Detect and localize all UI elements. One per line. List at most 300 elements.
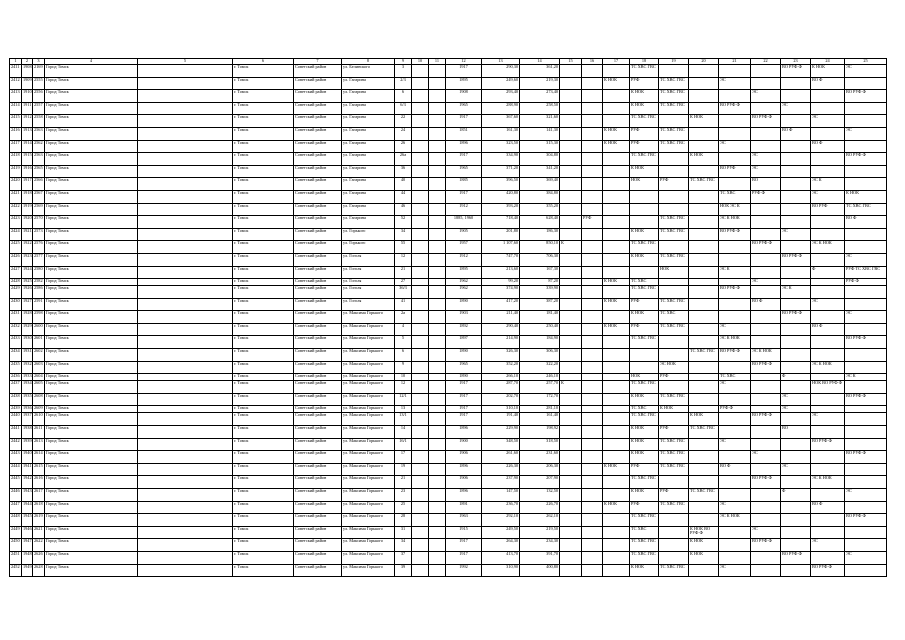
table-cell: 2448 — [10, 514, 22, 527]
table-cell: ВО Ф — [781, 127, 811, 140]
table-cell: 371,20 — [482, 165, 520, 178]
table-cell: РУФ — [659, 178, 689, 191]
table-cell: 1918 — [22, 190, 33, 203]
table-cell: 1917 — [446, 115, 482, 128]
table-cell: 13/1 — [395, 413, 412, 426]
table-cell — [719, 279, 751, 286]
table-cell: К НОК — [603, 140, 630, 153]
table-cell: 2582 — [33, 279, 45, 286]
table-cell: Советский район — [294, 514, 342, 527]
table-cell: Советский район — [294, 551, 342, 564]
table-cell: г. Томск — [233, 266, 294, 279]
table-cell: 1937 — [22, 413, 33, 426]
table-cell: ЭС К — [719, 266, 751, 279]
table-cell — [560, 266, 582, 279]
table-cell: 352,20 — [482, 361, 520, 374]
table-cell — [751, 381, 781, 394]
table-cell: 99,20 — [482, 279, 520, 286]
table-cell: ул. Горького — [342, 228, 395, 241]
table-cell: Город Томск — [45, 374, 138, 381]
table-cell: 2566 — [33, 178, 45, 191]
column-header: 12 — [446, 59, 482, 65]
table-cell: ЭС К НОК — [811, 476, 845, 489]
table-row — [10, 165, 887, 178]
table-cell — [689, 266, 719, 279]
table-cell — [781, 241, 811, 254]
table-cell: ул. Гагарина — [342, 153, 395, 166]
table-row — [10, 406, 887, 413]
table-cell: 2451 — [10, 551, 22, 564]
table-cell: 2586 — [33, 286, 45, 299]
table-cell: ТС ХВС ГВС — [659, 253, 689, 266]
table-cell: 2442 — [10, 438, 22, 451]
table-cell: Советский район — [294, 102, 342, 115]
table-cell: 290,30 — [482, 65, 520, 78]
table-cell — [751, 140, 781, 153]
table-cell — [781, 165, 811, 178]
table-cell — [781, 501, 811, 514]
table-cell: 167,30 — [520, 266, 560, 279]
column-header: 21 — [719, 59, 751, 65]
table-cell: ЭС — [719, 381, 751, 394]
table-cell — [845, 438, 887, 451]
table-cell — [560, 203, 582, 216]
table-cell: 250,40 — [520, 323, 560, 336]
table-cell — [659, 286, 689, 299]
table-cell — [603, 539, 630, 552]
table-cell: ТС ХВС ГВС — [689, 426, 719, 439]
table-cell — [560, 253, 582, 266]
table-cell — [689, 311, 719, 324]
table-cell: К — [560, 381, 582, 394]
table-cell — [659, 115, 689, 128]
table-cell: Советский район — [294, 463, 342, 476]
table-cell: 229,90 — [482, 426, 520, 439]
table-cell — [811, 127, 845, 140]
table-cell — [603, 361, 630, 374]
table-cell — [811, 489, 845, 502]
table-cell — [751, 102, 781, 115]
table-row — [10, 298, 887, 311]
table-cell — [603, 564, 630, 577]
table-cell — [811, 253, 845, 266]
table-cell — [138, 539, 233, 552]
table-cell — [560, 413, 582, 426]
table-cell — [630, 361, 659, 374]
table-cell: ЭС К НОК — [811, 241, 845, 254]
table-cell: ул. Белинского — [342, 65, 395, 78]
table-cell: ВО РУФ Ф — [751, 241, 781, 254]
table-cell — [138, 127, 233, 140]
column-header: 20 — [689, 59, 719, 65]
table-cell: г. Томск — [233, 203, 294, 216]
table-cell: 1890 — [446, 298, 482, 311]
table-cell: 2609 — [33, 406, 45, 413]
table-cell — [811, 526, 845, 539]
table-cell — [781, 336, 811, 349]
table-cell — [582, 564, 603, 577]
table-cell — [659, 514, 689, 527]
table-row — [10, 551, 887, 564]
table-cell — [138, 153, 233, 166]
table-cell — [659, 539, 689, 552]
table-cell — [560, 77, 582, 90]
table-cell: Советский район — [294, 539, 342, 552]
table-cell: ул. Максима Горького — [342, 489, 395, 502]
table-cell — [412, 311, 429, 324]
table-cell: Советский район — [294, 381, 342, 394]
table-cell — [751, 551, 781, 564]
table-cell: 1896 — [446, 489, 482, 502]
table-cell — [845, 165, 887, 178]
table-cell — [412, 463, 429, 476]
table-cell — [811, 286, 845, 299]
table-cell: ВО РУФ Ф — [845, 514, 887, 527]
table-cell: 2556 — [33, 90, 45, 103]
table-cell — [630, 216, 659, 229]
table-cell — [138, 526, 233, 539]
table-cell — [689, 451, 719, 464]
table-cell — [603, 526, 630, 539]
table-cell — [138, 374, 233, 381]
table-cell — [845, 140, 887, 153]
table-cell: ТС ХВС ГВС — [659, 463, 689, 476]
table-cell — [845, 463, 887, 476]
table-cell: 1940 — [22, 451, 33, 464]
table-cell: 31 — [395, 526, 412, 539]
table-cell: г. Томск — [233, 165, 294, 178]
table-cell — [781, 413, 811, 426]
table-cell: 2626 — [33, 551, 45, 564]
table-cell: 1923 — [22, 253, 33, 266]
table-cell — [429, 539, 446, 552]
table-cell: ул. Гагарина — [342, 178, 395, 191]
table-cell — [781, 298, 811, 311]
table-cell — [719, 393, 751, 406]
table-cell: 3 — [395, 65, 412, 78]
table-cell — [811, 551, 845, 564]
table-cell: Советский район — [294, 165, 342, 178]
table-cell: 1963 — [446, 514, 482, 527]
table-cell: ЭС — [845, 253, 887, 266]
table-cell — [751, 438, 781, 451]
table-cell — [603, 241, 630, 254]
table-cell: Город Томск — [45, 241, 138, 254]
table-cell: Город Томск — [45, 153, 138, 166]
table-cell: 207,90 — [520, 476, 560, 489]
table-cell: Советский район — [294, 77, 342, 90]
table-cell: г. Томск — [233, 463, 294, 476]
table-cell: ТС ХВС ГВС — [659, 77, 689, 90]
table-cell — [781, 539, 811, 552]
table-cell: ул. Максима Горького — [342, 311, 395, 324]
table-cell: ул. Максима Горького — [342, 501, 395, 514]
table-cell: 36 — [395, 165, 412, 178]
table-cell — [751, 336, 781, 349]
table-row — [10, 393, 887, 406]
table-cell: 306,30 — [520, 349, 560, 362]
table-cell — [781, 381, 811, 394]
table-cell — [412, 203, 429, 216]
table-cell — [811, 393, 845, 406]
table-cell: 1897 — [446, 336, 482, 349]
table-cell — [845, 77, 887, 90]
table-cell — [689, 190, 719, 203]
table-cell — [429, 438, 446, 451]
table-cell: 2611 — [33, 426, 45, 439]
table-cell — [412, 374, 429, 381]
table-cell — [603, 311, 630, 324]
table-cell: 2577 — [33, 253, 45, 266]
table-cell — [412, 228, 429, 241]
table-cell: 1962 — [446, 279, 482, 286]
table-cell — [560, 102, 582, 115]
table-cell: 310,10 — [482, 406, 520, 413]
table-cell: 6 — [395, 90, 412, 103]
table-cell: 226,70 — [520, 501, 560, 514]
table-cell: 16/1 — [395, 438, 412, 451]
table-cell: г. Томск — [233, 153, 294, 166]
table-cell — [582, 413, 603, 426]
table-cell: 191,40 — [482, 413, 520, 426]
table-cell — [811, 426, 845, 439]
table-cell — [429, 501, 446, 514]
table-cell — [412, 216, 429, 229]
table-cell: ЭС — [845, 489, 887, 502]
table-cell: ул. Гагарина — [342, 190, 395, 203]
table-cell: К НОК — [689, 153, 719, 166]
column-header: 11 — [429, 59, 446, 65]
table-cell: ЭС — [811, 190, 845, 203]
table-cell: 206,30 — [520, 463, 560, 476]
table-cell: 1917 — [446, 153, 482, 166]
table-cell — [582, 336, 603, 349]
table-cell: ВО РУФ Ф — [751, 115, 781, 128]
column-header: 17 — [603, 59, 630, 65]
table-cell: г. Томск — [233, 127, 294, 140]
table-cell — [751, 489, 781, 502]
table-cell: 341,20 — [520, 165, 560, 178]
column-header: 22 — [751, 59, 781, 65]
table-cell: Город Томск — [45, 463, 138, 476]
table-cell — [138, 241, 233, 254]
column-header: 8 — [342, 59, 395, 65]
table-cell — [659, 336, 689, 349]
table-cell: 321,60 — [520, 115, 560, 128]
table-row — [10, 489, 887, 502]
table-cell — [751, 501, 781, 514]
table-cell — [811, 216, 845, 229]
table-cell — [659, 190, 689, 203]
table-cell: г. Томск — [233, 374, 294, 381]
table-cell — [603, 413, 630, 426]
table-cell: 264,30 — [482, 539, 520, 552]
table-cell — [781, 564, 811, 577]
table-cell — [429, 298, 446, 311]
table-cell — [412, 165, 429, 178]
table-cell — [429, 451, 446, 464]
table-cell: ВО Ф — [811, 501, 845, 514]
table-cell: НОК — [630, 178, 659, 191]
table-cell: ул. Гагарина — [342, 102, 395, 115]
table-cell — [412, 426, 429, 439]
table-row — [10, 539, 887, 552]
table-cell: ул. Горького — [342, 241, 395, 254]
table-cell — [560, 489, 582, 502]
table-cell — [719, 451, 751, 464]
table-cell: Ф — [781, 374, 811, 381]
table-cell: 318,50 — [520, 438, 560, 451]
table-cell: Город Томск — [45, 115, 138, 128]
table-cell: ТС ХВС ГВС — [659, 90, 689, 103]
table-cell — [412, 253, 429, 266]
table-cell — [659, 203, 689, 216]
table-cell — [138, 349, 233, 362]
table-cell: Советский район — [294, 361, 342, 374]
table-cell — [845, 539, 887, 552]
table-cell: 2а — [395, 311, 412, 324]
table-cell — [429, 241, 446, 254]
table-cell — [412, 279, 429, 286]
table-cell: ул. Максима Горького — [342, 323, 395, 336]
table-row — [10, 501, 887, 514]
table-cell: Советский район — [294, 153, 342, 166]
table-cell: ЭС — [811, 539, 845, 552]
table-cell: Советский район — [294, 241, 342, 254]
table-cell — [751, 463, 781, 476]
table-cell: 1890 — [446, 374, 482, 381]
table-cell — [412, 539, 429, 552]
table-cell: 4 — [395, 323, 412, 336]
table-cell: 1917 — [446, 65, 482, 78]
table-cell: Город Томск — [45, 90, 138, 103]
table-cell: 2563 — [33, 153, 45, 166]
table-cell: ЭС К — [781, 286, 811, 299]
table-cell — [429, 476, 446, 489]
table-cell: г. Томск — [233, 381, 294, 394]
table-cell — [560, 539, 582, 552]
table-cell — [560, 311, 582, 324]
table-cell — [429, 349, 446, 362]
table-cell: 1917 — [22, 178, 33, 191]
column-header: 3 — [33, 59, 45, 65]
table-cell: Советский район — [294, 115, 342, 128]
table-cell — [751, 228, 781, 241]
table-cell: Советский район — [294, 476, 342, 489]
table-cell: ул. Максима Горького — [342, 336, 395, 349]
table-cell — [719, 127, 751, 140]
table-cell: ЭС — [719, 564, 751, 577]
table-cell: г. Томск — [233, 77, 294, 90]
table-cell — [689, 564, 719, 577]
table-cell: 231,60 — [520, 451, 560, 464]
table-cell: 1927 — [22, 298, 33, 311]
table-cell — [138, 228, 233, 241]
table-cell: 1941 — [22, 463, 33, 476]
table-cell — [603, 451, 630, 464]
table-row — [10, 127, 887, 140]
table-cell — [138, 438, 233, 451]
table-cell — [429, 178, 446, 191]
table-cell — [412, 241, 429, 254]
table-cell: 1920 — [22, 216, 33, 229]
table-cell: 326,30 — [482, 349, 520, 362]
table-cell — [412, 501, 429, 514]
table-cell: ВО РУФ Ф — [719, 228, 751, 241]
table-cell: ТС ХВС ГВС — [659, 127, 689, 140]
table-cell: 10 — [395, 374, 412, 381]
table-cell — [689, 279, 719, 286]
table-cell — [719, 65, 751, 78]
table-cell — [560, 501, 582, 514]
table-cell: 6 — [395, 349, 412, 362]
table-cell: Город Томск — [45, 476, 138, 489]
table-cell: К — [560, 241, 582, 254]
table-cell: 1919 — [22, 203, 33, 216]
column-header: 5 — [138, 59, 233, 65]
table-cell: Советский район — [294, 298, 342, 311]
table-cell: 1908 — [446, 90, 482, 103]
table-cell — [811, 406, 845, 413]
table-cell: 1948 — [22, 551, 33, 564]
table-cell: Советский район — [294, 65, 342, 78]
table-cell: РУФ Ф — [719, 406, 751, 413]
table-cell: г. Томск — [233, 501, 294, 514]
table-cell: ВО РУФ Ф — [781, 551, 811, 564]
table-cell — [603, 438, 630, 451]
table-cell: ул. Максима Горького — [342, 438, 395, 451]
table-cell — [689, 241, 719, 254]
column-header: 14 — [520, 59, 560, 65]
table-cell: 2610 — [33, 413, 45, 426]
table-cell — [603, 90, 630, 103]
table-cell: ВО РУФ — [811, 203, 845, 216]
table-cell: РУФ — [630, 298, 659, 311]
table-cell — [429, 551, 446, 564]
table-cell: К НОК — [845, 190, 887, 203]
table-cell: 34 — [395, 228, 412, 241]
table-cell: 2414 — [10, 102, 22, 115]
table-cell: 322,20 — [520, 361, 560, 374]
table-cell: 1913 — [22, 127, 33, 140]
table-cell: 2570 — [33, 216, 45, 229]
table-cell: ЭС — [845, 551, 887, 564]
table-cell: Город Томск — [45, 426, 138, 439]
table-cell — [429, 426, 446, 439]
table-cell: 400,80 — [520, 564, 560, 577]
table-cell: К НОК — [603, 298, 630, 311]
table-cell: ул. Гоголя — [342, 286, 395, 299]
table-cell: ЭС — [845, 65, 887, 78]
table-cell: 262,10 — [520, 514, 560, 527]
table-cell — [138, 286, 233, 299]
table-cell: 1917 — [446, 406, 482, 413]
table-cell — [689, 323, 719, 336]
table-cell: 374,90 — [482, 286, 520, 299]
table-cell — [582, 374, 603, 381]
table-cell: ул. Максима Горького — [342, 393, 395, 406]
table-cell — [138, 463, 233, 476]
table-cell: 2425 — [10, 241, 22, 254]
table-cell: ул. Гагарина — [342, 77, 395, 90]
table-cell — [751, 286, 781, 299]
table-cell: К НОК — [630, 393, 659, 406]
table-cell: К НОК — [603, 501, 630, 514]
table-cell — [429, 564, 446, 577]
table-cell: Город Томск — [45, 413, 138, 426]
table-cell — [603, 228, 630, 241]
table-cell — [560, 514, 582, 527]
